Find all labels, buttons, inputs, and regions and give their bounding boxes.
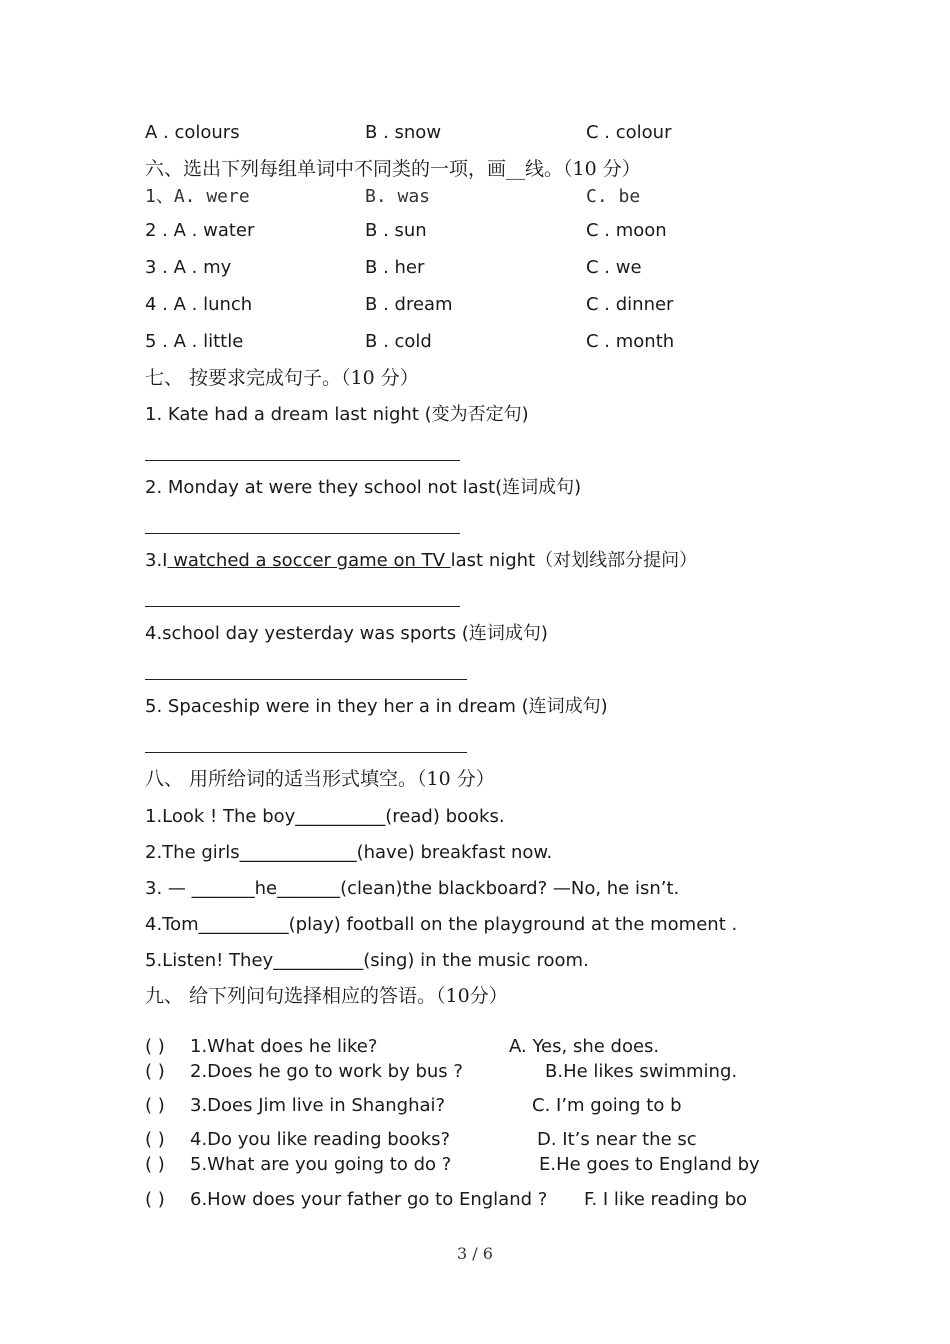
s6-item-4-b: B . dream bbox=[365, 294, 453, 315]
s7-question-1: 1. Kate had a dream last night (变为否定句) bbox=[145, 404, 529, 425]
section-6-title-end: 线。（10 分） bbox=[525, 158, 641, 180]
s6-item-2-a: 2 . A . water bbox=[145, 220, 255, 241]
s7-question-3-underlined: watched a soccer game on TV bbox=[167, 550, 451, 571]
s7-question-2: 2. Monday at were they school not last(连词成句) bbox=[145, 477, 582, 498]
s7-question-4: 4.school day yesterday was sports (连词成句) bbox=[145, 623, 548, 644]
s9-row-6-question: 6.How does your father go to England ? bbox=[190, 1189, 548, 1210]
s7-answer-line-5 bbox=[145, 752, 467, 753]
s8-item-4: 4.Tom__________(play) football on the playground at the moment . bbox=[145, 914, 738, 935]
prev-option-c: C . colour bbox=[586, 122, 672, 143]
section-8-title: 八、 用所给词的适当形式填空。（10 分） bbox=[145, 768, 495, 790]
s6-item-5-b: B . cold bbox=[365, 331, 432, 352]
s7-answer-line-4 bbox=[145, 679, 467, 680]
s6-item-3-c: C . we bbox=[586, 257, 642, 278]
page-number: 3 / 6 bbox=[457, 1244, 493, 1263]
s7-question-3-post: last night（对划线部分提问） bbox=[450, 550, 698, 571]
s9-row-6-answer: F. I like reading bo bbox=[584, 1189, 748, 1210]
s6-item-5-c: C . month bbox=[586, 331, 675, 352]
s9-row-2-question: 2.Does he go to work by bus ? bbox=[190, 1061, 463, 1082]
s6-item-1-a: 1、A. were bbox=[145, 186, 250, 207]
s6-item-3-a: 3 . A . my bbox=[145, 257, 232, 278]
s6-item-4-a: 4 . A . lunch bbox=[145, 294, 253, 315]
s7-question-5: 5. Spaceship were in they her a in dream (连词成句) bbox=[145, 696, 608, 717]
s7-question-3-pre: 3.I bbox=[145, 550, 168, 571]
s6-item-5-a: 5 . A . little bbox=[145, 331, 244, 352]
s7-answer-line-1 bbox=[145, 460, 460, 461]
s9-row-5-question: 5.What are you going to do ? bbox=[190, 1154, 452, 1175]
s9-row-4-question: 4.Do you like reading books? bbox=[190, 1129, 451, 1150]
s9-row-6-paren: ( ) bbox=[145, 1189, 165, 1210]
s8-item-3: 3. — _______he_______(clean)the blackboard? —No, he isn’t. bbox=[145, 878, 680, 899]
s6-item-4-c: C . dinner bbox=[586, 294, 674, 315]
s9-row-4-paren: ( ) bbox=[145, 1129, 165, 1150]
section-6-title-blank: __ bbox=[506, 158, 526, 180]
s9-row-4-answer: D. It’s near the sc bbox=[537, 1129, 697, 1150]
s9-row-5-answer: E.He goes to England by bbox=[539, 1154, 760, 1175]
s8-item-2: 2.The girls_____________(have) breakfast now. bbox=[145, 842, 553, 863]
s9-row-1-paren: ( ) bbox=[145, 1036, 165, 1057]
s7-answer-line-2 bbox=[145, 533, 460, 534]
s9-row-3-paren: ( ) bbox=[145, 1095, 165, 1116]
s8-item-1: 1.Look ! The boy__________(read) books. bbox=[145, 806, 505, 827]
s9-row-3-question: 3.Does Jim live in Shanghai? bbox=[190, 1095, 446, 1116]
s9-row-2-answer: B.He likes swimming. bbox=[545, 1061, 738, 1082]
section-6-title-text: 六、选出下列每组单词中不同类的一项，画 bbox=[145, 158, 507, 180]
section-6-title bbox=[145, 157, 641, 181]
s8-item-5: 5.Listen! They__________(sing) in the music room. bbox=[145, 950, 589, 971]
s6-item-3-b: B . her bbox=[365, 257, 425, 278]
s7-question-3 bbox=[145, 550, 697, 572]
section-7-title: 七、 按要求完成句子。（10 分） bbox=[145, 367, 419, 389]
s6-item-1-c: C. be bbox=[586, 186, 641, 207]
s6-item-1-b: B. was bbox=[365, 186, 431, 207]
s9-row-5-paren: ( ) bbox=[145, 1154, 165, 1175]
prev-option-a: A . colours bbox=[145, 122, 240, 143]
s9-row-1-question: 1.What does he like? bbox=[190, 1036, 378, 1057]
s9-row-3-answer: C. I’m going to b bbox=[532, 1095, 682, 1116]
section-9-title: 九、 给下列问句选择相应的答语。（10分） bbox=[145, 985, 508, 1007]
s7-answer-line-3 bbox=[145, 606, 460, 607]
s6-item-2-b: B . sun bbox=[365, 220, 427, 241]
s6-item-2-c: C . moon bbox=[586, 220, 667, 241]
s9-row-2-paren: ( ) bbox=[145, 1061, 165, 1082]
prev-option-b: B . snow bbox=[365, 122, 442, 143]
s9-row-1-answer: A. Yes, she does. bbox=[509, 1036, 660, 1057]
